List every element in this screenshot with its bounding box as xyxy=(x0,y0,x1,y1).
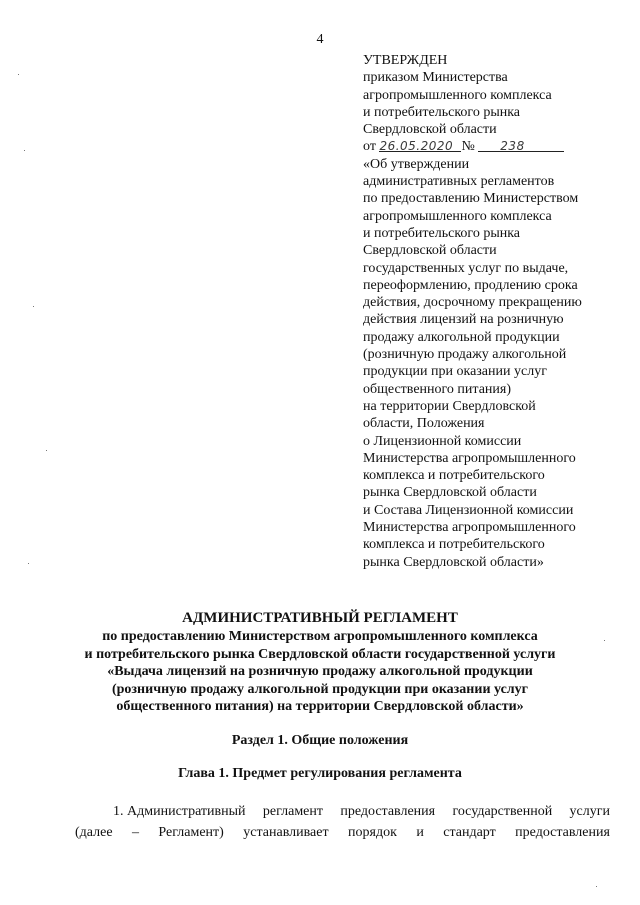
approval-about-line: по предоставлению Министерством xyxy=(363,191,579,207)
title-line: «Выдача лицензий на розничную продажу алкогольной продукции xyxy=(107,664,533,680)
approval-about-line: комплекса и потребительского xyxy=(363,468,545,484)
handwritten-date: 26.05.2020 xyxy=(379,139,454,154)
scan-speck xyxy=(28,563,29,564)
body-paragraph xyxy=(75,801,610,843)
approval-about-line: рынка Свердловской области» xyxy=(363,554,544,570)
approval-about-line: Свердловской области xyxy=(363,243,497,259)
approval-about-line: области, Положения xyxy=(363,416,485,432)
approval-about-line: продажу алкогольной продукции xyxy=(363,329,560,345)
paragraph-word: порядок xyxy=(348,825,397,840)
paragraph-word: регламент xyxy=(262,804,324,819)
scan-speck xyxy=(596,886,597,887)
approval-about-line: о Лицензионной комиссии xyxy=(363,433,522,449)
paragraph-word: Регламент) xyxy=(158,825,224,840)
paragraph-word: предоставления xyxy=(340,804,436,819)
scan-speck xyxy=(18,74,19,75)
paragraph-word: 1. Административный xyxy=(113,804,246,819)
paragraph-line xyxy=(75,801,610,822)
handwritten-number: 238 xyxy=(500,139,525,154)
paragraph-word: – xyxy=(131,825,139,840)
approval-about-line: административных регламентов xyxy=(363,174,555,190)
approval-about-line: рынка Свердловской области xyxy=(363,485,537,501)
scan-speck xyxy=(33,306,34,307)
approval-about-line: продукции при оказании услуг xyxy=(363,364,547,380)
number-field xyxy=(478,138,564,152)
scan-speck xyxy=(604,640,605,641)
approval-about-line: Министерства агропромышленного xyxy=(363,520,576,536)
approval-about-line: государственных услуг по выдаче, xyxy=(363,260,569,276)
approval-about-line: переоформлению, продлению срока xyxy=(363,277,578,293)
approval-about-line: и потребительского рынка xyxy=(363,225,521,241)
approval-heading: УТВЕРЖДЕН xyxy=(363,53,448,68)
title-line: по предоставлению Министерством агропромышленного комплекса xyxy=(102,629,538,644)
document-title: АДМИНИСТРАТИВНЫЙ РЕГЛАМЕНТ xyxy=(182,610,458,626)
date-prefix: от xyxy=(363,139,376,155)
paragraph-word: и xyxy=(416,825,424,840)
approval-date-line xyxy=(363,138,623,155)
document-title-block xyxy=(40,608,600,716)
approval-line: агропромышленного комплекса xyxy=(363,87,552,103)
approval-about-line: агропромышленного комплекса xyxy=(363,208,552,224)
page-number: 4 xyxy=(316,32,324,47)
paragraph-word: стандарт xyxy=(443,825,496,840)
chapter-heading: Глава 1. Предмет регулирования регламента xyxy=(178,766,462,781)
approval-block xyxy=(363,52,623,571)
approval-about-line: действия, досрочному прекращению xyxy=(363,295,582,311)
approval-about-line: и Состава Лицензионной комиссии xyxy=(363,502,574,518)
approval-about-line: действия лицензий на розничную xyxy=(363,312,564,328)
approval-about-line: комплекса и потребительского xyxy=(363,537,545,553)
paragraph-word: (далее xyxy=(75,825,113,840)
approval-about-line: (розничную продажу алкогольной xyxy=(363,347,567,363)
approval-line: и потребительского рынка xyxy=(363,104,521,120)
paragraph-word: государственной xyxy=(452,804,553,819)
paragraph-word: устанавливает xyxy=(243,825,329,840)
paragraph-line xyxy=(75,822,610,843)
approval-line: Свердловской области xyxy=(363,122,497,138)
paragraph-word: предоставления xyxy=(515,825,610,840)
title-line: (розничную продажу алкогольной продукции при оказании услуг xyxy=(111,681,528,697)
title-line: общественного питания) на территории Свердловской области» xyxy=(116,699,524,715)
number-sign: № xyxy=(461,139,475,155)
section-heading: Раздел 1. Общие положения xyxy=(231,733,409,748)
title-line: и потребительского рынка Свердловской области государственной услуги xyxy=(84,646,556,662)
paragraph-word: услуги xyxy=(569,804,610,819)
approval-about xyxy=(363,156,623,571)
scan-speck xyxy=(46,450,47,451)
approval-about-line: Министерства агропромышленного xyxy=(363,450,576,466)
approval-about-line: общественного питания) xyxy=(363,381,511,397)
approval-about-line: на территории Свердловской xyxy=(363,398,536,414)
approval-line: приказом Министерства xyxy=(363,70,508,86)
date-field xyxy=(379,138,461,152)
approval-about-line: «Об утверждении xyxy=(363,156,470,172)
scan-speck xyxy=(24,150,25,151)
